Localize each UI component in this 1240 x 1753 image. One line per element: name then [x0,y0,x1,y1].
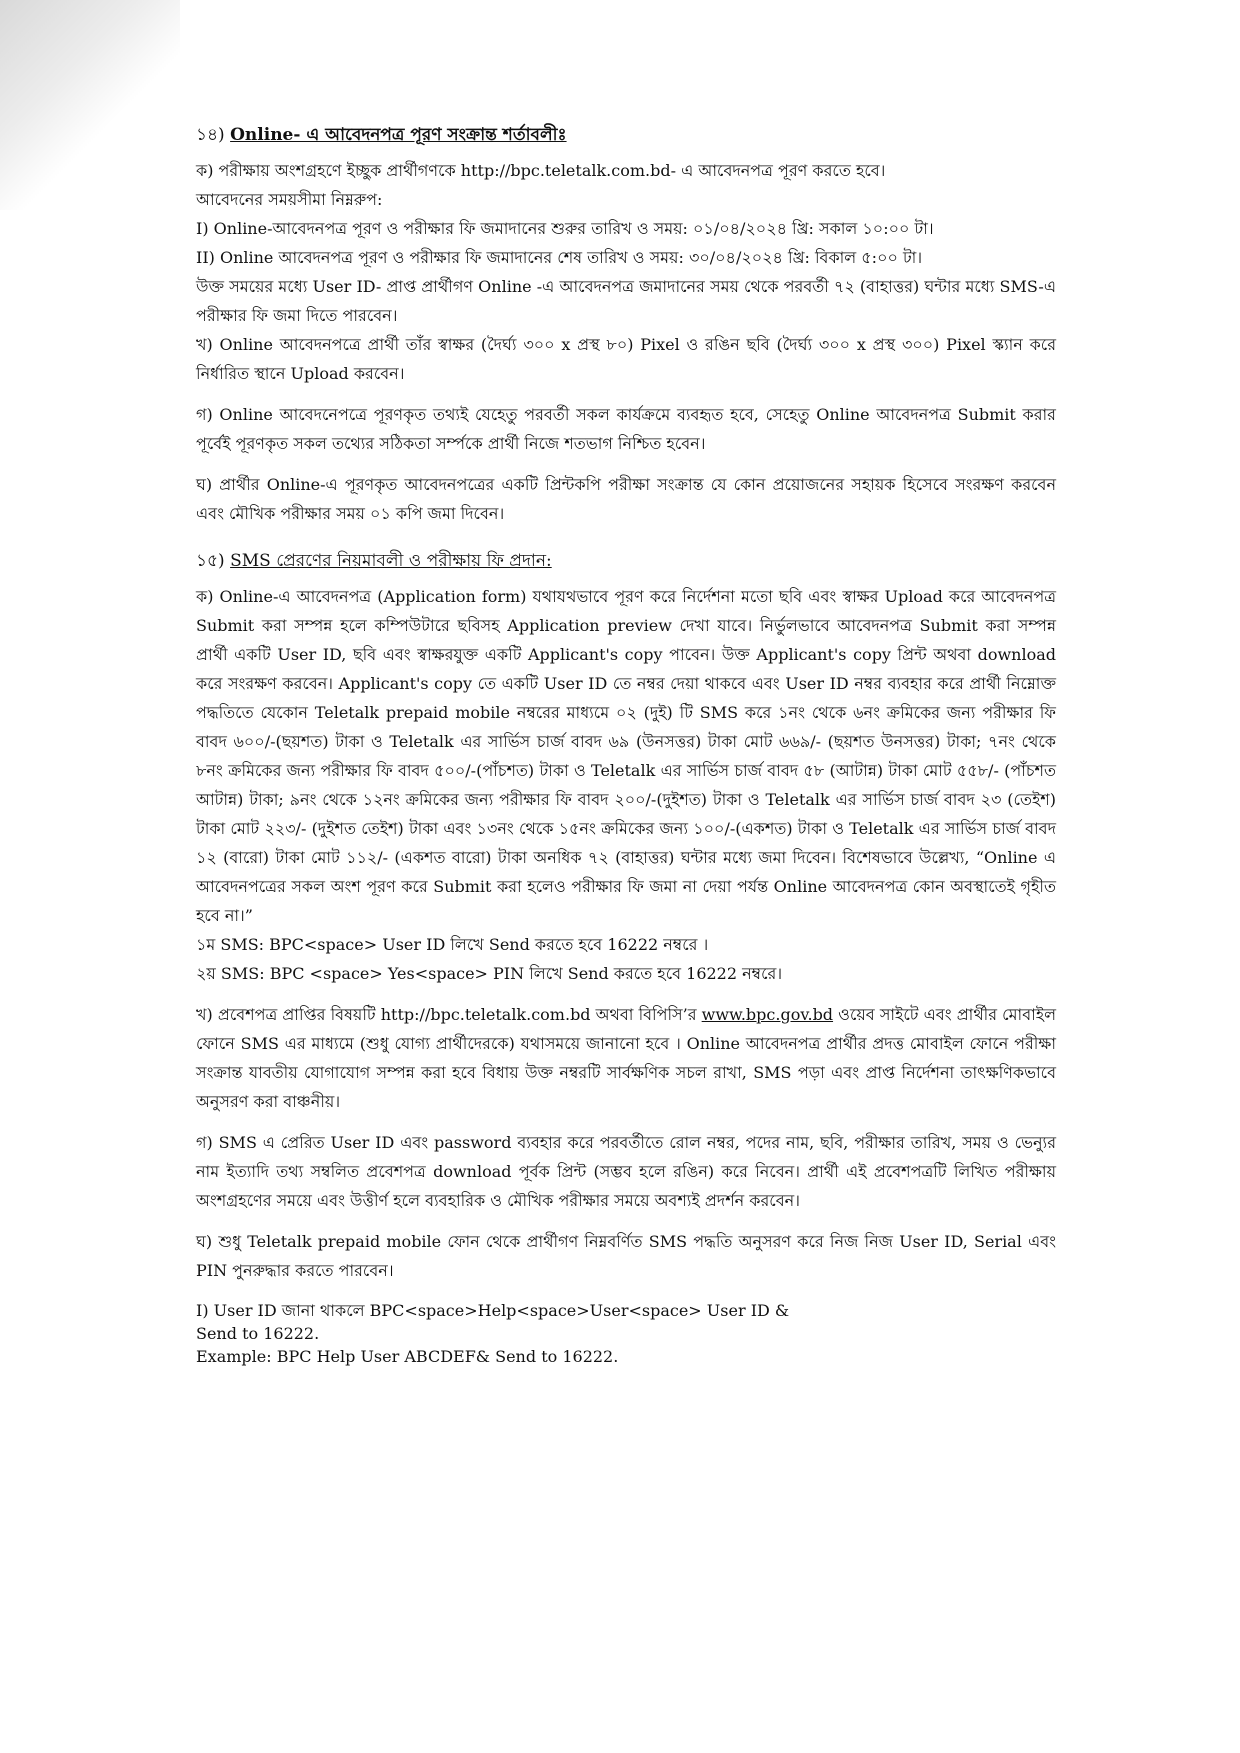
section-14-title: Online- এ আবেদনপত্র পূরণ সংক্রান্ত শর্তাবলীঃ [230,125,567,145]
page-corner-fold [0,0,180,210]
section-14-ga: গ) Online আবেদনেপত্রে পূরণকৃত তথ্যই যেহেতু পরবর্তী সকল কার্যক্রমে ব্যবহৃত হবে, সেহেতু Online আবেদনপত্র Submit করার পূর্বেই পূরণকৃত সকল তথ্যের সঠিকতা সর্ম্পকে প্রার্থী নিজে শতভাগ নিশ্চিত হবেন। [196,405,1056,453]
section-14-ka-start-date: I) Online-আবেদনপত্র পূরণ ও পরীক্ষার ফি জমাদানের শুরুর তারিখ ও সময়: ০১/০৪/২০২৪ খ্রি: সকাল ১০:০০ টা। [196,219,934,238]
section-14-gha: ঘ) প্রার্থীর Online-এ পূরণকৃত আবেদনপত্রের একটি প্রিন্টকপি পরীক্ষা সংক্রান্ত যে কোন প্রয়োজনের সহায়ক হিসেবে সংরক্ষণ করবেন এবং মৌখিক পরীক্ষার সময় ০১ কপি জমা দিবেন। [196,475,1056,523]
section-14-heading [196,120,1056,150]
section-14-number: ১৪) [196,125,225,145]
section-14-ka-line-2: আবেদনের সময়সীমা নিম্নরুপ: [196,190,383,209]
section-15-ka: ক) Online-এ আবেদনপত্র (Application form) যথাযথভাবে পূরণ করে নির্দেশনা মতো ছবি এবং স্বাক্ষর Upload করে আবেদনপত্র Submit করা সম্পন্ন হলে কম্পিউটারে ছবিসহ Application preview দেখা যাবে। নির্ভুলভাবে আবেদনপত্র Submit করা সম্পন্ন প্রার্থী একটি User ID, ছবি এবং স্বাক্ষরযুক্ত একটি Applicant's copy পাবেন। উক্ত Applicant's copy প্রিন্ট অথবা download করে সংরক্ষণ করবেন। Applicant's copy তে একটি User ID তে নম্বর দেয়া থাকবে এবং User ID নম্বর ব্যবহার করে প্রার্থী নিম্নোক্ত পদ্ধতিতে যেকোন Teletalk prepaid mobile নম্বরের মাধ্যমে ০২ (দুই) টি SMS করে ১নং থেকে ৬নং ক্রমিকের জন্য পরীক্ষার ফি বাবদ ৬০০/-(ছয়শত) টাকা ও Teletalk এর সার্ভিস চার্জ বাবদ ৬৯ (উনসত্তর) টাকা মোট ৬৬৯/- (ছয়শত উনসত্তর) টাকা; ৭নং থেকে ৮নং ক্রমিকের জন্য পরীক্ষার ফি বাবদ ৫০০/-(পাঁচশত) টাকা ও Teletalk এর সার্ভিস চার্জ বাবদ ৫৮ (আটান্ন) টাকা মোট ৫৫৮/- (পাঁচশত আটান্ন) টাকা; ৯নং থেকে ১২নং ক্রমিকের জন্য পরীক্ষার ফি বাবদ ২০০/-(দুইশত) টাকা ও Teletalk এর সার্ভিস চার্জ বাবদ ২৩ (তেইশ) টাকা মোট ২২৩/- (দুইশত তেইশ) টাকা এবং ১৩নং থেকে ১৫নং ক্রমিকের জন্য ১০০/-(একশত) টাকা ও Teletalk এর সার্ভিস চার্জ বাবদ ১২ (বারো) টাকা মোট ১১২/- (একশত বারো) টাকা অনধিক ৭২ (বাহাত্তর) ঘন্টার মধ্যে জমা দিবেন। বিশেষভাবে উল্লেখ্য, “Online এ আবেদনপত্রের সকল অংশ পূরণ করে Submit করা হলেও পরীক্ষার ফি জমা না দেয়া পর্যন্ত Online আবেদনপত্র কোন অবস্থাতেই গৃহীত হবে না।” [196,587,1056,925]
section-14-ka-fee-deadline: উক্ত সময়ের মধ্যে User ID- প্রাপ্ত প্রার্থীগণ Online -এ আবেদনপত্র জমাদানের সময় থেকে পরবর্তী ৭২ (বাহাত্তর) ঘন্টার মধ্যে SMS-এ পরীক্ষার ফি জমা দিতে পারবেন। [196,277,1056,325]
recovery-instructions [196,1299,1056,1368]
document-page [196,120,1056,1368]
section-15-sms-2: ২য় SMS: BPC <space> Yes<space> PIN লিখে Send করতে হবে 16222 নম্বরে। [196,964,783,983]
section-15-title: SMS প্রেরণের নিয়মাবলী ও পরীক্ষায় ফি প্রদান: [230,551,552,571]
recovery-line-2: Send to 16222. [196,1324,320,1343]
section-15-heading [196,546,1056,576]
section-15-kha-text-after: ওয়েব সাইটে এবং প্রার্থীর মোবাইল ফোনে SMS এর মাধ্যমে (শুধু যোগ্য প্রার্থীদেরকে) যথাসময়ে জানানো হবে । Online আবেদনপত্র প্রার্থীর প্রদত্ত মোবাইল ফোনে পরীক্ষা সংক্রান্ত যাবতীয় যোগাযোগ সম্পন্ন করা হবে বিধায় উক্ত নম্বরটি সার্বক্ষণিক সচল রাখা, SMS পড়া এবং প্রাপ্ত নির্দেশনা তাৎক্ষণিকভাবে অনুসরণ করা বাঞ্চনীয়। [196,1005,1056,1111]
section-15-kha [196,1000,1056,1116]
section-14-kha: খ) Online আবেদনপত্রে প্রার্থী তাঁর স্বাক্ষর (দৈর্ঘ্য ৩০০ x প্রস্থ ৮০) Pixel ও রঙিন ছবি (দৈর্ঘ্য ৩০০ x প্রস্থ ৩০০) Pixel স্ক্যান করে নির্ধারিত স্থানে Upload করবেন। [196,335,1056,383]
recovery-example: Example: BPC Help User ABCDEF& Send to 16222. [196,1347,619,1366]
section-15-gha: ঘ) শুধু Teletalk prepaid mobile ফোন থেকে প্রার্থীগণ নিম্নবর্ণিত SMS পদ্ধতি অনুসরণ করে নিজ নিজ User ID, Serial এবং PIN পুনরুদ্ধার করতে পারবেন। [196,1232,1056,1280]
bpc-website-link[interactable]: www.bpc.gov.bd [701,1005,834,1024]
section-15-kha-text-before: খ) প্রবেশপত্র প্রাপ্তির বিষয়টি http://bpc.teletalk.com.bd অথবা বিপিসি’র [196,1005,702,1024]
section-15-sms-1: ১ম SMS: BPC<space> User ID লিখে Send করতে হবে 16222 নম্বরে । [196,935,709,954]
section-15-number: ১৫) [196,551,225,571]
recovery-line-1: I) User ID জানা থাকলে BPC<space>Help<space>User<space> User ID & [196,1301,790,1320]
section-15-ga: গ) SMS এ প্রেরিত User ID এবং password ব্যবহার করে পরবর্তীতে রোল নম্বর, পদের নাম, ছবি, পরীক্ষার তারিখ, সময় ও ভেন্যুর নাম ইত্যাদি তথ্য সম্বলিত প্রবেশপত্র download পূর্বক প্রিন্ট (সম্ভব হলে রঙিন) করে নিবেন। প্রার্থী এই প্রবেশপত্রটি লিখিত পরীক্ষায় অংশগ্রহণের সময়ে এবং উত্তীর্ণ হলে ব্যবহারিক ও মৌখিক পরীক্ষার সময়ে অবশ্যই প্রদর্শন করবেন। [196,1133,1056,1210]
section-14-ka-end-date: II) Online আবেদনপত্র পূরণ ও পরীক্ষার ফি জমাদানের শেষ তারিখ ও সময়: ৩০/০৪/২০২৪ খ্রি: বিকাল ৫:০০ টা। [196,248,923,267]
section-14-ka-line-1: ক) পরীক্ষায় অংশগ্রহণে ইচ্ছুক প্রার্থীগণকে http://bpc.teletalk.com.bd- এ আবেদনপত্র পূরণ করতে হবে। [196,161,886,180]
